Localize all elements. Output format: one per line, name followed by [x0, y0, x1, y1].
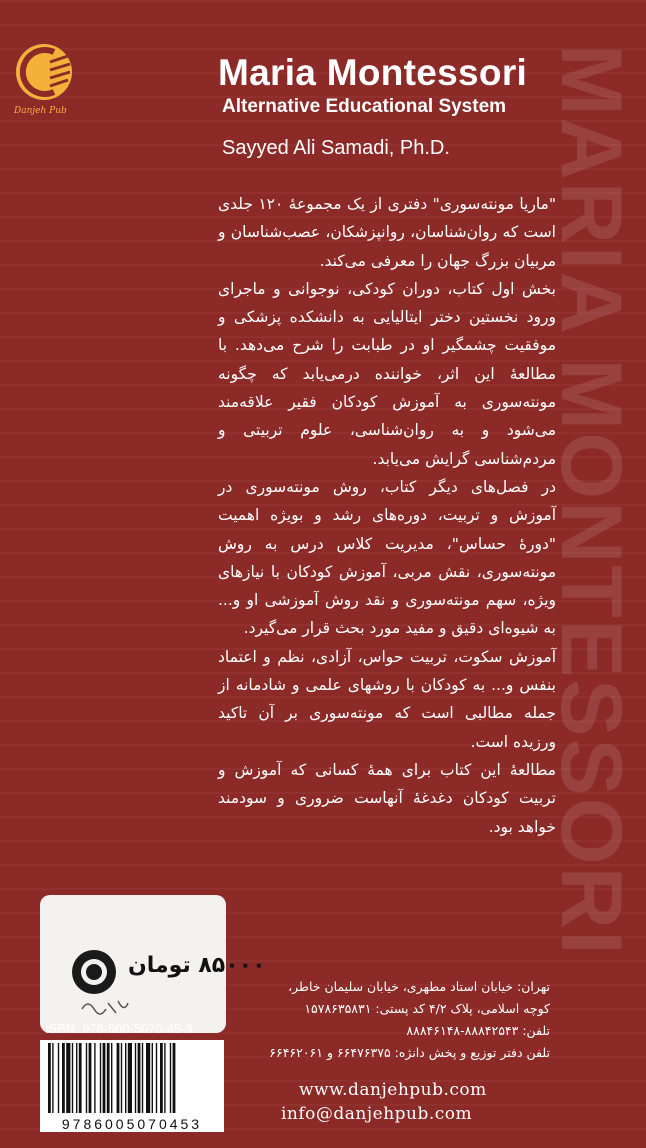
email-link[interactable]: info@danjehpub.com	[281, 1104, 473, 1124]
phone-line: تلفن: ۸۸۸۴۲۵۴۳-۸۸۸۴۶۱۴۸	[406, 1023, 550, 1038]
spine-watermark-text: MARIA MONTESSORI	[543, 44, 639, 957]
barcode-bars-icon	[46, 1043, 218, 1115]
address-line: کوچه اسلامی، پلاک ۴/۲ کد پستی: ۱۵۷۸۶۳۵۸۳۱	[304, 1001, 550, 1016]
website-link[interactable]: www.danjehpub.com	[299, 1080, 487, 1100]
blurb-paragraph: "ماریا مونته‌سوری" دفتری از یک مجموعهٔ ۱۲۰ جلدی است که روان‌شناسان، روانپزشکان، عصب‌شناسان و مربیان بزرگ جهان را معرفی می‌کند.	[218, 195, 556, 270]
barcode-number: 9786005070453	[61, 1116, 203, 1132]
price-sticker	[40, 895, 266, 1033]
blurb-paragraph: مطالعهٔ این کتاب برای همهٔ کسانی که آموزش و تربیت کودکان دغدغهٔ آنهاست ضروری و سودمند خواهد بود.	[218, 760, 556, 836]
publisher-logo-icon	[14, 42, 76, 102]
blurb-paragraph: آموزش سکوت، تربیت حواس، آزادی، نظم و اعتماد بنفس و... به کودکان با روشهای علمی و شادمانه از جمله مطالبی است که مونته‌سوری بر آن تاکید ورزیده است.	[218, 647, 556, 751]
barcode	[40, 1040, 224, 1132]
book-subtitle: Alternative Educational System	[222, 96, 507, 117]
spine-watermark	[543, 40, 646, 1060]
stamp-logo-icon	[70, 948, 118, 996]
blurb-text	[218, 190, 556, 841]
blurb-paragraph: در فصل‌های دیگر کتاب، روش مونته‌سوری در آموزش و تربیت، دوره‌های رشد و بویژه اهمیت "دورهٔ حساس"، مدیریت کلاس درس به روش مونته‌سوری، نقش مربی، آموزش کودکان با نیازهای ویژه، سهم مونته‌سوری و نقد روش آموزشی او و... به شیوه‌ای دقیق و مفید مورد بحث قرار می‌گیرد.	[218, 477, 556, 638]
book-author: Sayyed Ali Samadi, Ph.D.	[222, 137, 450, 159]
isbn-label: ISBN: 978-600-5070-45-3	[45, 1022, 193, 1036]
distribution-phone-line: تلفن دفتر توزیع و پخش دانژه: ۶۶۴۷۶۳۷۵ و ۶۶۴۶۲۰۶۱	[269, 1045, 550, 1060]
address-line: تهران: خیابان استاد مطهری، خیابان سلیمان خاطر،	[288, 979, 550, 994]
handwritten-marks-icon	[78, 995, 130, 1021]
book-title: Maria Montessori	[218, 52, 528, 93]
price-label: ۸۵۰۰۰ تومان	[128, 953, 266, 978]
publisher-logo-text: Danjeh Pub	[14, 106, 67, 116]
publisher-address	[232, 976, 550, 1064]
blurb-paragraph: بخش اول کتاب، دوران کودکی، نوجوانی و ماجرای ورود نخستین دختر ایتالیایی به دانشکده پزشکی و موفقیت چشمگیر او در طبابت را شرح می‌دهد. با مطالعهٔ این اثر، خواننده درمی‌یابد که چگونه مونته‌سوری به آموزش کودکان فقیر علاقه‌مند می‌شود و به روان‌شناسی، علوم تربیتی و مردم‌شناسی گرایش می‌یابد.	[218, 279, 556, 468]
